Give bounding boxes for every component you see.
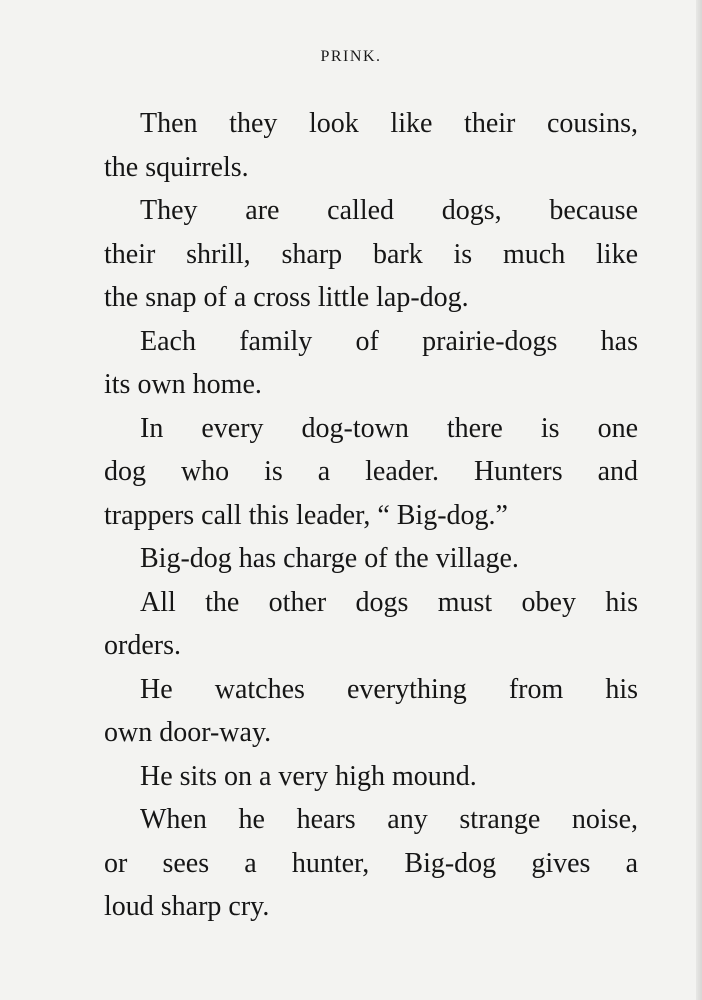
paragraph-9	[104, 798, 638, 929]
paragraph-7-line-2: own door-way.	[104, 717, 272, 748]
paragraph-4	[104, 407, 638, 538]
paragraph-2-line-2: their shrill, sharp bark is much like	[104, 238, 638, 270]
paragraph-4-line-1: In every dog-town there is one	[140, 412, 638, 444]
paragraph-7	[104, 668, 638, 755]
paragraph-2-line-1: They are called dogs, because	[140, 195, 638, 226]
paragraph-7-line-1: He watches everything from his	[140, 673, 638, 705]
paragraph-6-line-2: orders.	[104, 630, 181, 661]
paragraph-2-line-3: the snap of a cross little lap-dog.	[104, 282, 469, 313]
paragraph-2	[104, 189, 638, 320]
paragraph-3-line-2: its own home.	[104, 369, 262, 400]
paragraph-8-line-1: He sits on a very high mound.	[140, 760, 477, 792]
paragraph-1-line-2: the squirrels.	[104, 151, 249, 183]
paragraph-3	[104, 320, 638, 407]
paragraph-1-line-1: Then they look like their cousins,	[140, 108, 638, 139]
paragraph-4-line-2: dog who is a leader. Hunters and	[104, 456, 638, 487]
paragraph-6-line-1: All the other dogs must obey his	[140, 586, 638, 618]
paragraph-9-line-2: or sees a hunter, Big-dog gives a	[104, 847, 638, 879]
paragraph-5-line-1: Big-dog has charge of the village.	[140, 543, 519, 574]
paragraph-9-line-3: loud sharp cry.	[104, 891, 270, 922]
paragraph-9-line-1: When he hears any strange noise,	[140, 804, 638, 835]
running-head: PRINK.	[320, 48, 382, 65]
paragraph-8	[104, 755, 638, 799]
paragraph-3-line-1: Each family of prairie-dogs has	[140, 325, 638, 357]
paragraph-1	[104, 102, 638, 189]
body-text	[104, 102, 638, 929]
paragraph-6	[104, 581, 638, 668]
paragraph-4-line-3: trappers call this leader, “ Big-dog.”	[104, 499, 508, 531]
paragraph-5	[104, 537, 638, 581]
